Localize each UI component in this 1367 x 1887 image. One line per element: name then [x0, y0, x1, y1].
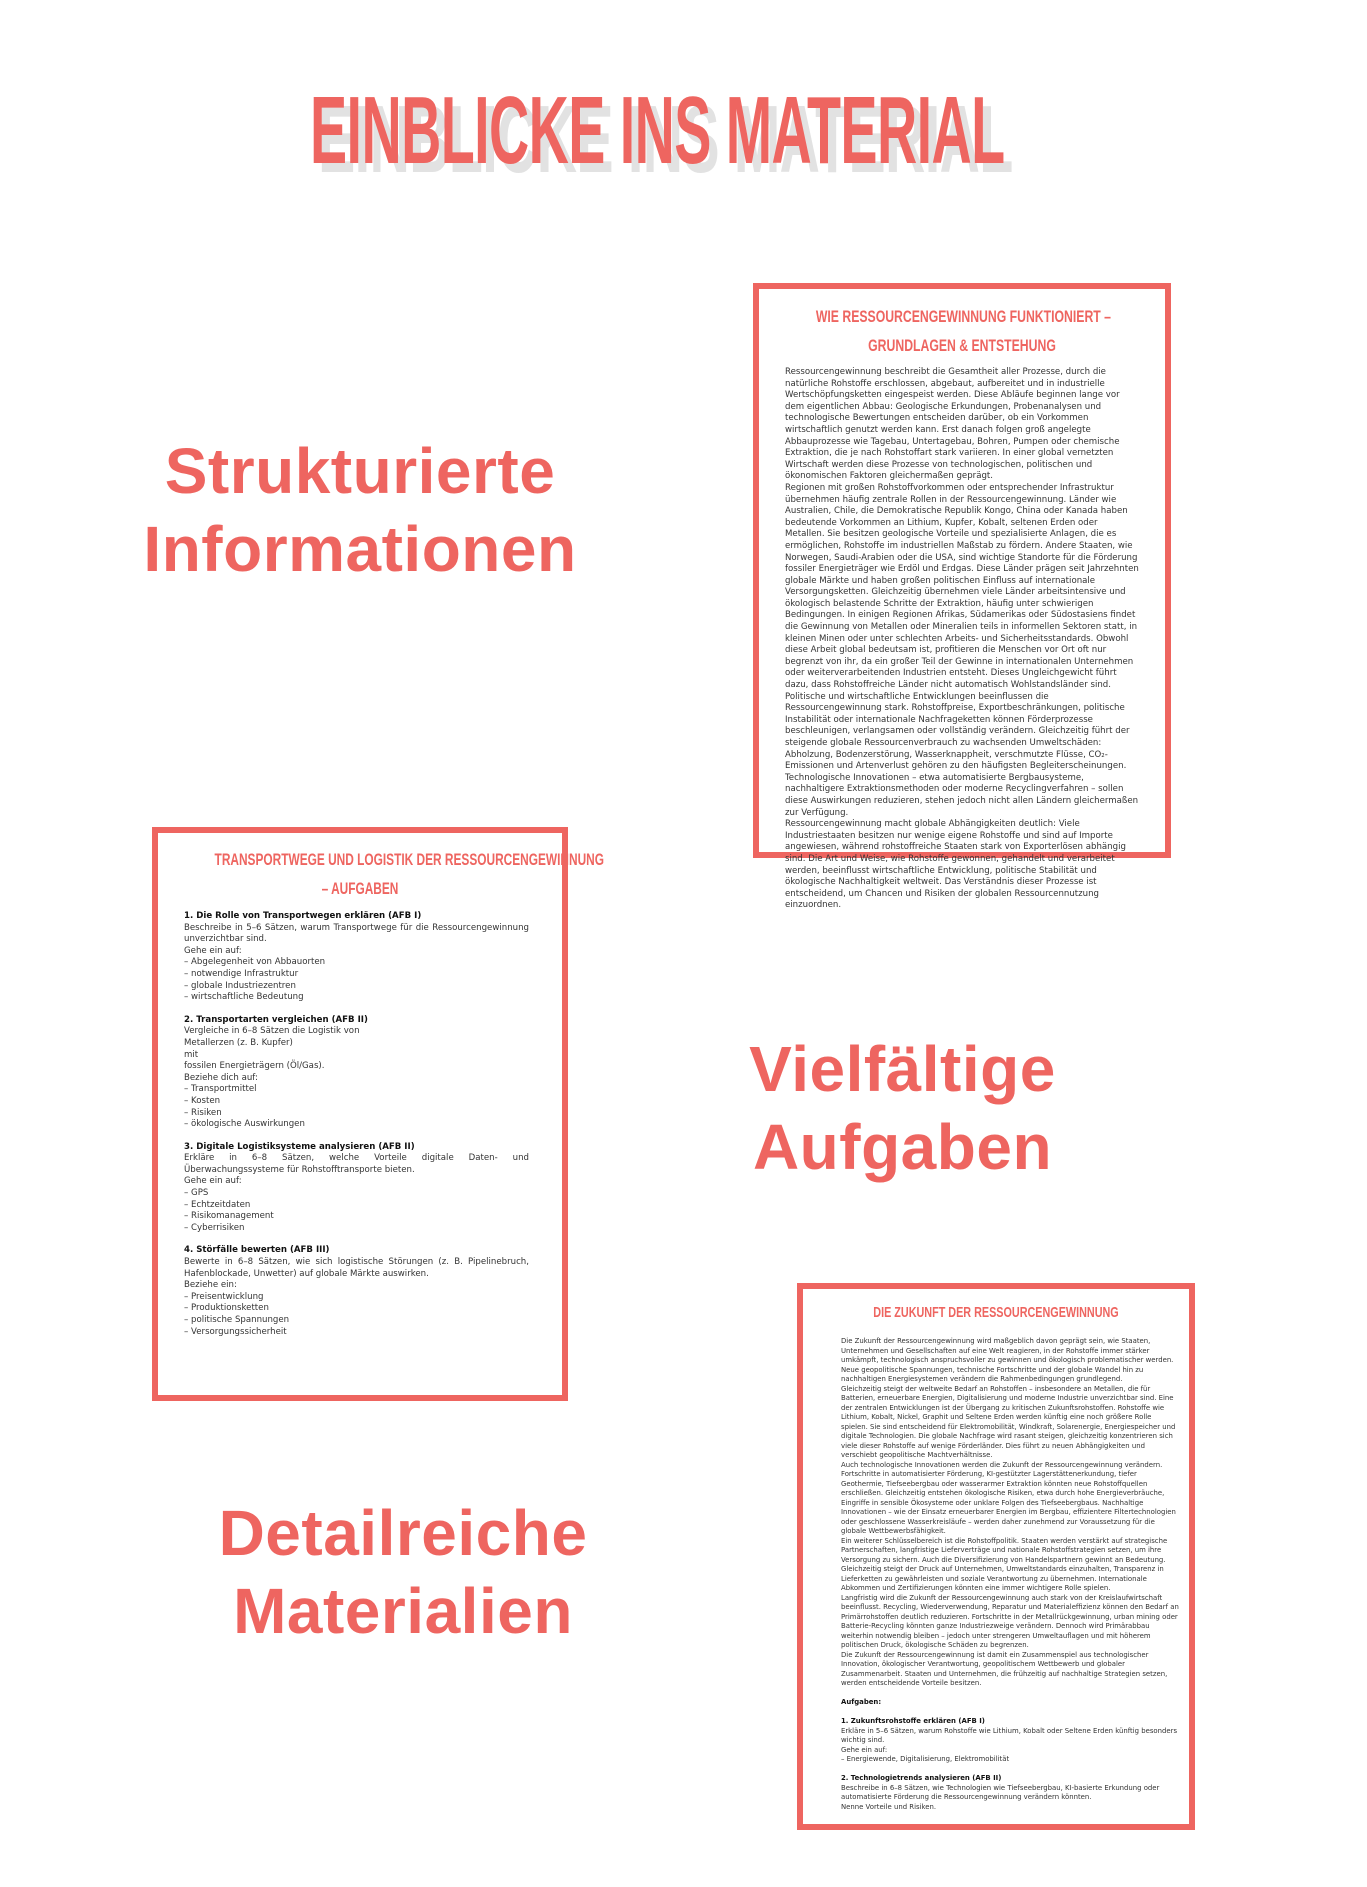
- doc-paragraph: Langfristig wird die Zukunft der Ressourcengewinnung auch stark von der Kreislaufwirtschaft beeinflusst. Recycling, Wiederverwendung, Reparatur und Materialeffizienz können den Bedarf an Primärrohstoffen deutlich reduzieren. Fortschritte in der Metallrückgewinnung, urban mining oder Batterie-Recycling könnten ganze Industriezweige verändern. Dennoch wird Primärabbau weiterhin notwendig bleiben – jedoch unter strengeren Umweltauflagen und mit höherem politischen Druck, ökologische Schäden zu begrenzen.: [841, 1593, 1179, 1649]
- doc-paragraph: Technologische Innovationen – etwa automatisierte Bergbausysteme, nachhaltigere Extraktionsmethoden oder moderne Recyclingverfahren – sollen diese Auswirkungen reduzieren, stehen jedoch nicht allen Ländern gleichermaßen zur Verfügung.: [785, 772, 1139, 818]
- task-heading-line: [184, 1142, 529, 1154]
- task-instruction: Erkläre in 5–6 Sätzen, warum Rohstoffe wie Lithium, Kobalt oder Seltene Erden künftig besonders wichtig sind.: [841, 1726, 1178, 1744]
- task-heading: 4. Störfälle bewerten (AFB III): [184, 1245, 330, 1256]
- doc-body: [785, 367, 1139, 912]
- task-bullet-item: – Transportmittel: [184, 1084, 529, 1096]
- task-instruction: Nenne Vorteile und Risiken.: [841, 1802, 937, 1811]
- task-bullet-list: [841, 1755, 1179, 1765]
- task-block: [184, 911, 529, 1004]
- doc-paragraph: Die Zukunft der Ressourcengewinnung ist damit ein Zusammenspiel aus technologischer Innovation, ökologischer Verantwortung, geopolitischem Wettbewerb und globaler Zusammenarbeit. Staaten und Unternehmen, die frühzeitig auf nachhaltige Strategien setzen, werden entscheidende Vorteile besitzen.: [841, 1650, 1168, 1687]
- doc-body: [184, 911, 529, 1338]
- task-instruction: Beziehe dich auf:: [184, 1072, 258, 1083]
- doc-title-line: – AUFGABEN: [321, 880, 399, 898]
- doc-paragraph: Politische und wirtschaftliche Entwicklungen beeinflussen die Ressourcengewinnung stark. Rohstoffpreise, Exportbeschränkungen, politische Instabilität oder internationale Nachfrageketten können Förderprozesse beschleunigen, verlangsamen oder vollständig verändern. Gleichzeitig führt der steigende globale Ressourcenverbrauch zu wachsenden Umweltschäden: Abholzung, Bodenzerstörung, Wasserknappheit, verschmutzte Flüsse, CO₂-Emissionen und Artenverlust gehören zu den häufigsten Begleiterscheinungen.: [785, 691, 1130, 772]
- tagline-varied-tasks: [740, 1030, 1065, 1186]
- task-bullet-item: – Risikomanagement: [184, 1211, 529, 1223]
- task-heading-line: [184, 911, 529, 923]
- task-bullet-item: – Echtzeitdaten: [184, 1200, 529, 1212]
- tasks-label: [841, 1698, 1179, 1708]
- task-block: [184, 1245, 529, 1338]
- doc-paragraph: Ressourcengewinnung beschreibt die Gesamtheit aller Prozesse, durch die natürliche Rohstoffe erschlossen, abgebaut, aufbereitet und in industrielle Wertschöpfungsketten eingespeist werden. Diese Abläufe beginnen lange vor dem eigentlichen Abbau: Geologische Erkundungen, Probenanalysen und technologische Bewertungen entscheiden darüber, ob ein Vorkommen wirtschaftlich genutzt werden kann. Erst danach folgen groß angelegte Abbauprozesse wie Tagebau, Untertagebau, Bohren, Pumpen oder chemische Extraktion, die je nach Rohstoffart stark variieren. In einer global vernetzten Wirtschaft werden diese Prozesse von technologischen, politischen und ökonomischen Faktoren gleichermaßen geprägt.: [785, 367, 1120, 482]
- task-heading: 2. Transportarten vergleichen (AFB II): [184, 1014, 368, 1025]
- task-instruction: Beziehe ein:: [184, 1280, 237, 1291]
- task-bullet-list: [184, 957, 529, 1003]
- task-instruction: Beschreibe in 5–6 Sätzen, warum Transportwege für die Ressourcengewinnung unverzichtbar sind.: [184, 922, 529, 945]
- task-block: [184, 1142, 529, 1235]
- task-bullet-item: – ökologische Auswirkungen: [184, 1119, 529, 1131]
- doc-title-line: TRANSPORTWEGE UND LOGISTIK DER RESSOURCENGEWINNUNG: [214, 851, 604, 869]
- material-preview-future-of-extraction: [797, 1283, 1195, 1830]
- task-instruction: Gehe ein auf:: [184, 1176, 242, 1187]
- task-bullet-item: – Produktionsketten: [184, 1303, 529, 1315]
- task-instruction: Beschreibe in 6–8 Sätzen, wie Technologien wie Tiefseebergbau, KI-basierte Erkundung oder automatisierte Förderung die Ressourcengewinnung verändern könnten.: [841, 1783, 1160, 1801]
- task-bullet-item: – Abgelegenheit von Abbauorten: [184, 957, 529, 969]
- doc-paragraph: Gleichzeitig steigt der weltweite Bedarf an Rohstoffen – insbesondere an Metallen, die für Batterien, erneuerbare Energien, Digitalisierung und moderne Industrie unverzichtbar sind. Eine der zentralen Entwicklungen ist der Übergang zu kritischen Zukunftsrohstoffen. Rohstoffe wie Lithium, Kobalt, Nickel, Graphit und Seltene Erden werden künftig eine noch größere Rolle spielen. Sie sind entscheidend für Elektromobilität, Windkraft, Solarenergie, Energiespeicher und digitale Technologien. Die globale Nachfrage wird rasant steigen, gleichzeitig konzentrieren sich viele dieser Rohstoffe auf wenige Förderländer. Dies führt zu neuen Abhängigkeiten und verschiebt geopolitische Machtverhältnisse.: [841, 1384, 1176, 1459]
- doc-paragraph: Ein weiterer Schlüsselbereich ist die Rohstoffpolitik. Staaten werden verstärkt auf strategische Partnerschaften, langfristige Lieferverträge und nationale Rohstoffstrategien setzen, um ihre Versorgung zu sichern. Auch die Diversifizierung von Handelspartnern gewinnt an Bedeutung. Gleichzeitig steigt der Druck auf Unternehmen, Umweltstandards einzuhalten, Transparenz in Lieferketten zu gewährleisten und soziale Verantwortung zu übernehmen. Internationale Abkommen und Zertifizierungen könnten eine immer wichtigere Rolle spielen.: [841, 1536, 1168, 1592]
- task-bullet-list: [184, 1188, 529, 1234]
- doc-title: [815, 302, 1111, 360]
- task-bullet-item: – politische Spannungen: [184, 1315, 529, 1327]
- task-bullet-item: – Kosten: [184, 1096, 529, 1108]
- task-instruction: Vergleiche in 6–8 Sätzen die Logistik von: [184, 1026, 360, 1037]
- task-instruction: mit: [184, 1049, 199, 1060]
- task-bullet-item: – GPS: [184, 1188, 529, 1200]
- task-heading: 2. Technologietrends analysieren (AFB II): [841, 1774, 1002, 1782]
- tagline-structured-information: [140, 432, 580, 588]
- task-bullet-item: – wirtschaftliche Bedeutung: [184, 992, 529, 1004]
- material-preview-resource-extraction: [753, 283, 1171, 911]
- task-block: [841, 1774, 1179, 1812]
- task-bullet-item: – globale Industriezentren: [184, 981, 529, 993]
- doc-title-line: GRUNDLAGEN & ENTSTEHUNG: [868, 336, 1056, 355]
- task-bullet-item: – Risiken: [184, 1108, 529, 1120]
- tagline-line: Aufgaben: [752, 1111, 1053, 1183]
- doc-paragraph: Auch technologische Innovationen werden die Zukunft der Ressourcengewinnung verändern. Fortschritte in automatisierter Förderung, KI-gestützter Lagerstättenerkundung, tiefer Geothermie, Tiefseebergbau oder wasserarmer Extraktion könnten neue Rohstoffquellen erschließen. Gleichzeitig entstehen ökologische Risiken, etwa durch hohe Energieverbräuche, Eingriffe in sensible Ökosysteme oder unklare Folgen des Tiefseebergbaus. Nachhaltige Innovationen – wie der Einsatz erneuerbarer Energien im Bergbau, effizientere Filtertechnologien oder geschlossene Wasserkreisläufe – werden daher zunehmend zur Voraussetzung für die globale Wettbewerbsfähigkeit.: [841, 1460, 1176, 1535]
- task-heading: 3. Digitale Logistiksysteme analysieren (AFB II): [184, 1141, 415, 1152]
- task-heading-line: [184, 1015, 529, 1027]
- material-preview-transport-logistics: [152, 827, 604, 1401]
- task-bullet-item: – Preisentwicklung: [184, 1292, 529, 1304]
- page-title: [310, 77, 1014, 186]
- task-bullet-item: – Versorgungssicherheit: [184, 1327, 529, 1339]
- doc-title-line: WIE RESSOURCENGEWINNUNG FUNKTIONIERT –: [815, 307, 1111, 326]
- tagline-line: Strukturierte: [164, 435, 556, 507]
- tagline-line: Informationen: [143, 513, 577, 585]
- doc-title: [214, 846, 604, 904]
- task-bullet-item: – Energiewende, Digitalisierung, Elektromobilität: [841, 1755, 1179, 1765]
- task-bullet-list: [184, 1292, 529, 1338]
- task-instruction: Bewerte in 6–8 Sätzen, wie sich logistische Störungen (z. B. Pipelinebruch, Hafenblockade, Unwetter) auf globale Märkte auswirken.: [184, 1257, 529, 1279]
- tagline-line: Materialien: [233, 1575, 573, 1647]
- task-instruction: Gehe ein auf:: [184, 945, 242, 956]
- task-block: [841, 1717, 1179, 1765]
- task-instruction: Gehe ein auf:: [841, 1745, 888, 1754]
- task-heading: 1. Zukunftsrohstoffe erklären (AFB I): [841, 1717, 985, 1725]
- doc-paragraph: Ressourcengewinnung macht globale Abhängigkeiten deutlich: Viele Industriestaaten besitzen nur wenige eigene Rohstoffe und sind auf Importe angewiesen, während rohstoffreiche Staaten stark von Exporterlösen abhängig sind. Die Art und Weise, wie Rohstoffe gewonnen, gehandelt und verarbeitet werden, beeinflusst wirtschaftliche Entwicklung, politische Stabilität und ökologische Nachhaltigkeit weltweit. Das Verständnis dieser Prozesse ist entscheidend, um Chancen und Risiken der globalen Ressourcennutzung einzuordnen.: [785, 819, 1126, 911]
- task-bullet-list: [184, 1084, 529, 1130]
- task-bullet-item: – notwendige Infrastruktur: [184, 969, 529, 981]
- task-instruction: fossilen Energieträgern (Öl/Gas).: [184, 1061, 325, 1072]
- task-heading-line: [841, 1717, 1179, 1727]
- task-instruction: Metallerzen (z. B. Kupfer): [184, 1037, 293, 1048]
- tagline-detailed-materials: [218, 1494, 588, 1650]
- tagline-line: Vielfältige: [749, 1033, 1056, 1105]
- tasks-label-text: Aufgaben:: [841, 1698, 882, 1706]
- task-instruction: Erkläre in 6–8 Sätzen, welche Vorteile digitale Daten- und Überwachungssysteme für Rohstofftransporte bieten.: [184, 1153, 529, 1175]
- doc-body: [841, 1337, 1179, 1812]
- task-heading-line: [841, 1774, 1179, 1784]
- task-heading: 1. Die Rolle von Transportwegen erklären (AFB I): [184, 911, 422, 921]
- doc-paragraph: Die Zukunft der Ressourcengewinnung wird maßgeblich davon geprägt sein, wie Staaten, Unternehmen und Gesellschaften auf eine Welt reagieren, in der Rohstoffe immer stärker umkämpft, technologisch anspruchsvoller zu gewinnen und ökologisch problematischer werden. Neue geopolitische Spannungen, technische Fortschritte und der globale Wandel hin zu nachhaltigen Energiesystemen verändern die Rahmenbedingungen grundlegend.: [841, 1337, 1174, 1383]
- task-heading-line: [184, 1245, 529, 1257]
- tagline-line: Detailreiche: [218, 1497, 588, 1569]
- doc-paragraph: Regionen mit großen Rohstoffvorkommen oder entsprechender Infrastruktur übernehmen häufig zentrale Rollen in der Ressourcengewinnung. Länder wie Australien, Chile, die Demokratische Republik Kongo, China oder Kanada haben bedeutende Vorkommen an Lithium, Kupfer, Kobalt, seltenen Erden oder Metallen. Sie besitzen geologische Vorteile und spezialisierte Anlagen, die es ermöglichen, Rohstoffe im industriellen Maßstab zu fördern. Andere Staaten, wie Norwegen, Saudi-Arabien oder die USA, sind wichtige Standorte für die Förderung fossiler Energieträger wie Erdöl und Erdgas. Diese Länder prägen seit Jahrzehnten globale Märkte und haben großen politischen Einfluss auf internationale Versorgungsketten. Gleichzeitig übernehmen viele Länder arbeitsintensive und ökologisch belastende Schritte der Extraktion, häufig unter schwierigen Bedingungen. In einigen Regionen Afrikas, Südamerikas oder Südostasiens findet die Gewinnung von Metallen oder Mineralien teils in informellen Sektoren statt, in kleinen Minen oder unter schlechten Arbeits- und Sicherheitsstandards. Obwohl diese Arbeit global bedeutsam ist, profitieren die Menschen vor Ort oft nur begrenzt von ihr, da ein großer Teil der Gewinne in internationalen Unternehmen oder weiterverarbeitenden Industrien entsteht. Dieses Ungleichgewicht führt dazu, dass Rohstoffreiche Länder nicht automatisch Wohlstandsländer sind.: [785, 482, 1139, 691]
- task-bullet-item: – Cyberrisiken: [184, 1223, 529, 1235]
- page-title-text: EINBLICKE INS MATERIAL: [310, 77, 1005, 184]
- doc-title: DIE ZUKUNFT DER RESSOURCENGEWINNUNG: [873, 1304, 1119, 1321]
- task-block: [184, 1015, 529, 1131]
